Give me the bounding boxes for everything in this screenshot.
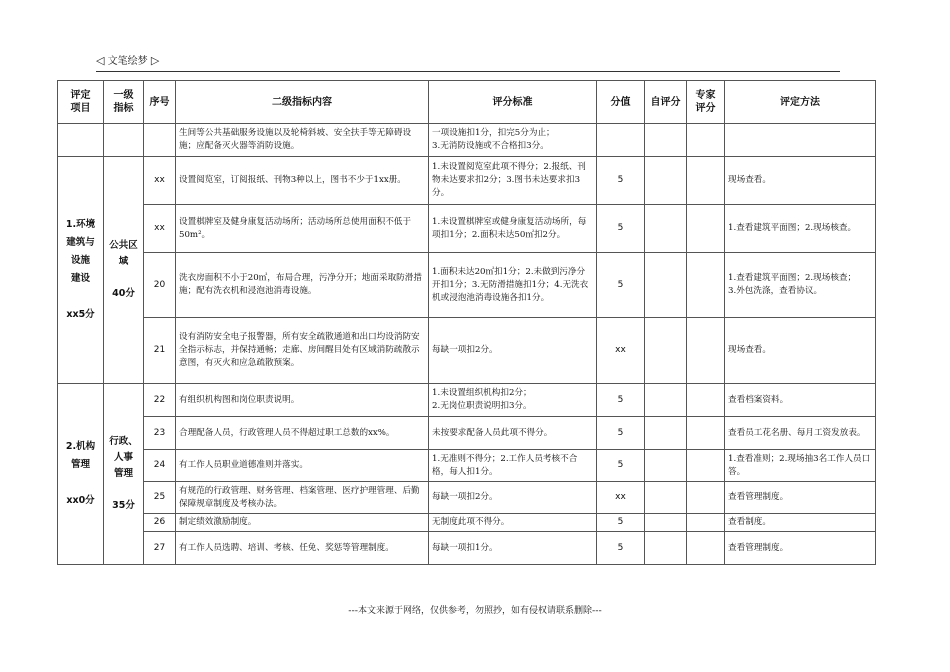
cell-method: 查看制度。 [725,514,876,532]
cell-method: 现场查看。 [725,157,876,205]
cell-content: 设有消防安全电子报警器，所有安全疏散通道和出口均设消防安全指示标志，并保持通畅；走廊、房间醒目处有区域消防疏散示意图，有灭火和应急疏散预案。 [176,318,429,384]
left-triangle-icon: ◁ [96,54,105,67]
cell-self [645,532,687,565]
cell-score: 5 [597,514,645,532]
cell-standard: 1.面积未达20㎡扣1分；2.未做到污净分开扣1分；3.无防滑措施扣1分；4.无洗衣机或浸泡池消毒设施各扣1分。 [429,253,597,318]
cell-content: 制定绩效激励制度。 [176,514,429,532]
level1-cell: 行政、 人事 管理 35分 [104,384,144,565]
cell-expert [687,253,725,318]
cell-score [597,124,645,157]
page-header [96,52,159,67]
cell-expert [687,384,725,417]
col-header-expert: 专家 评分 [687,81,725,124]
table-row [58,384,876,417]
category-cell: 1.环境 建筑与 设施 建设 xx5分 [58,157,104,384]
table-header-row [58,81,876,124]
cell-self [645,514,687,532]
cell-standard: 1.未设置组织机构扣2分； 2.无岗位职责说明扣3分。 [429,384,597,417]
col-header-level1: 一级 指标 [104,81,144,124]
cell-method: 1.查看建筑平面图；2.现场核查； 3.外包洗涤，查看协议。 [725,253,876,318]
cell-content: 洗衣房面积不小于20㎡，布局合理，污净分开；地面采取防滑措施；配有洗衣机和浸泡池消毒设施。 [176,253,429,318]
cell-content: 有工作人员选聘、培训、考核、任免、奖惩等管理制度。 [176,532,429,565]
cell-self [645,482,687,514]
cell-standard: 1.无准则不得分；2.工作人员考核不合格，每人扣1分。 [429,450,597,482]
cell-content: 有工作人员职业道德准则并落实。 [176,450,429,482]
cell-score: xx [597,482,645,514]
cell-expert [687,417,725,450]
cell-method: 1.查看建筑平面图；2.现场核查。 [725,205,876,253]
col-header-category: 评定 项目 [58,81,104,124]
cell-standard: 一项设施扣1分，扣完5分为止； 3.无消防设施或不合格扣3分。 [429,124,597,157]
table-row [58,417,876,450]
evaluation-table [57,80,876,565]
col-header-self: 自评分 [645,81,687,124]
cell-expert [687,157,725,205]
cell-standard: 未按要求配备人员此项不得分。 [429,417,597,450]
cell-standard: 每缺一项扣1分。 [429,532,597,565]
cell-self [645,124,687,157]
cell-no: 23 [144,417,176,450]
cell-expert [687,514,725,532]
cell-score: 5 [597,205,645,253]
cell-expert [687,450,725,482]
right-triangle-icon: ▷ [150,54,160,67]
cell-expert [687,124,725,157]
table-row [58,514,876,532]
col-header-content: 二级指标内容 [176,81,429,124]
cell-score: 5 [597,532,645,565]
cell-content: 有组织机构图和岗位职责说明。 [176,384,429,417]
col-header-standard: 评分标准 [429,81,597,124]
table-row [58,482,876,514]
cell-self [645,384,687,417]
cell-score: 5 [597,253,645,318]
cell-method: 查看管理制度。 [725,482,876,514]
level1-cell: 公共区 域 40分 [104,157,144,384]
cell-self [645,157,687,205]
cell-method: 1.查看准则；2.现场抽3名工作人员口答。 [725,450,876,482]
cell-method: 查看管理制度。 [725,532,876,565]
cell-expert [687,205,725,253]
cell-no: 20 [144,253,176,318]
table-row [58,318,876,384]
cell-no: 22 [144,384,176,417]
cell-no: xx [144,205,176,253]
cell-self [645,417,687,450]
cell-no: 21 [144,318,176,384]
page-footer: ---本文来源于网络，仅供参考，勿照抄，如有侵权请联系删除--- [348,606,602,616]
cell-standard: 1.未设置棋牌室或健身康复活动场所，每项扣1分；2.面积未达50㎡扣2分。 [429,205,597,253]
cell-expert [687,318,725,384]
cell-content: 合理配备人员，行政管理人员不得超过职工总数的xx%。 [176,417,429,450]
cell-no: 25 [144,482,176,514]
cell-content: 设置阅览室，订阅报纸、刊物3种以上，图书不少于1xx册。 [176,157,429,205]
cell-content: 有规范的行政管理、财务管理、档案管理、医疗护理管理、后勤保障规章制度及考核办法。 [176,482,429,514]
cell-content: 生间等公共基础服务设施以及轮椅斜坡、安全扶手等无障碍设施；应配备灭火器等消防设施。 [176,124,429,157]
cell-no: xx [144,157,176,205]
cell-no: 27 [144,532,176,565]
table-row [58,450,876,482]
cell-standard: 每缺一项扣2分。 [429,482,597,514]
cell-expert [687,482,725,514]
table-row [58,253,876,318]
category-cell: 2.机构 管理 xx0分 [58,384,104,565]
cell-score: 5 [597,417,645,450]
cell-method: 查看员工花名册、每月工资发放表。 [725,417,876,450]
table-row [58,157,876,205]
cell-no [144,124,176,157]
header-rule [96,71,840,72]
header-title: 文笔绘梦 [107,56,148,67]
cell-method: 现场查看。 [725,318,876,384]
table-row [58,124,876,157]
table-row [58,532,876,565]
cell-score: 5 [597,157,645,205]
cell-blank [104,124,144,157]
cell-self [645,205,687,253]
cell-no: 26 [144,514,176,532]
cell-self [645,450,687,482]
cell-standard: 无制度此项不得分。 [429,514,597,532]
col-header-no: 序号 [144,81,176,124]
cell-standard: 1.未设置阅览室此项不得分；2.报纸、刊物未达要求扣2分；3.图书未达要求扣3分。 [429,157,597,205]
cell-method [725,124,876,157]
cell-no: 24 [144,450,176,482]
cell-standard: 每缺一项扣2分。 [429,318,597,384]
cell-method: 查看档案资料。 [725,384,876,417]
cell-self [645,253,687,318]
col-header-score: 分值 [597,81,645,124]
cell-score: 5 [597,450,645,482]
cell-self [645,318,687,384]
cell-content: 设置棋牌室及健身康复活动场所；活动场所总使用面积不低于50m²。 [176,205,429,253]
cell-blank [58,124,104,157]
cell-score: 5 [597,384,645,417]
cell-expert [687,532,725,565]
cell-score: xx [597,318,645,384]
col-header-method: 评定方法 [725,81,876,124]
table-row [58,205,876,253]
